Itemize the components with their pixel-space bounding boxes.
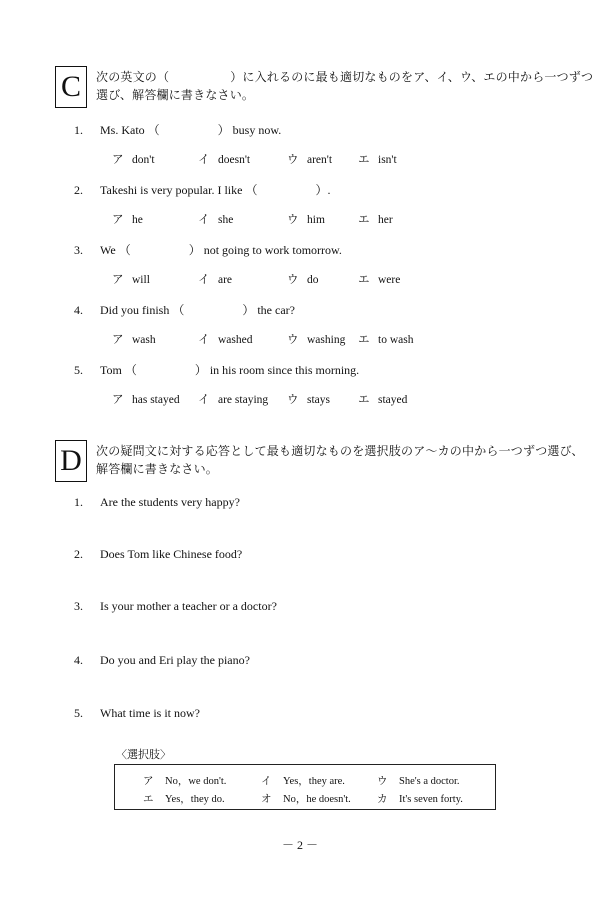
c-question-1-option-2 bbox=[198, 152, 250, 168]
c-question-2-option-4 bbox=[358, 212, 393, 228]
question-text-after: ） not going to work tomorrow. bbox=[188, 243, 342, 257]
option-kana: ウ bbox=[287, 334, 299, 346]
section-c-instruction-line1: 次の英文の（ ）に入れるのに最も適切なものをア、イ、ウ、エの中から一つずつ bbox=[96, 70, 594, 84]
question-text: Does Tom like Chinese food? bbox=[100, 547, 243, 561]
c-question-4-option-3 bbox=[287, 332, 345, 348]
c-question-1-option-3 bbox=[287, 152, 332, 168]
choice-item-6 bbox=[377, 791, 463, 806]
question-text: Do you and Eri play the piano? bbox=[100, 653, 250, 667]
option-kana: イ bbox=[198, 154, 210, 166]
option-kana: ア bbox=[112, 214, 124, 226]
c-question-3-option-1 bbox=[112, 272, 150, 288]
choice-item-1 bbox=[143, 773, 226, 788]
option-kana: ア bbox=[112, 274, 124, 286]
c-question-3-option-2 bbox=[198, 272, 232, 288]
c-question-3-option-3 bbox=[287, 272, 319, 288]
choice-kana: カ bbox=[377, 794, 388, 805]
section-c-instruction-line2: 選び、解答欄に書きなさい。 bbox=[96, 88, 255, 102]
c-question-3 bbox=[74, 242, 342, 258]
option-text: washed bbox=[218, 334, 253, 346]
option-kana: ウ bbox=[287, 214, 299, 226]
option-kana: ウ bbox=[287, 274, 299, 286]
option-text: are bbox=[218, 274, 233, 286]
c-question-5-option-1 bbox=[112, 392, 180, 408]
question-text-before: Takeshi is very popular. I like （ bbox=[100, 183, 258, 197]
question-text-after: ） the car? bbox=[242, 303, 295, 317]
option-text: aren't bbox=[307, 154, 333, 166]
option-text: to wash bbox=[378, 334, 414, 346]
option-kana: イ bbox=[198, 394, 210, 406]
option-text: isn't bbox=[378, 154, 397, 166]
d-question-2 bbox=[74, 546, 242, 562]
c-question-1 bbox=[74, 122, 281, 138]
option-text: doesn't bbox=[218, 154, 251, 166]
question-number: 3. bbox=[74, 243, 83, 257]
c-question-3-option-4 bbox=[358, 272, 400, 288]
c-question-4-option-4 bbox=[358, 332, 413, 348]
c-question-5 bbox=[74, 362, 359, 378]
d-question-3 bbox=[74, 598, 277, 614]
question-text: Are the students very happy? bbox=[100, 495, 240, 509]
choice-kana: ア bbox=[143, 776, 154, 787]
option-kana: エ bbox=[358, 394, 370, 406]
option-text: were bbox=[378, 274, 401, 286]
question-number: 1. bbox=[74, 495, 83, 509]
option-kana: ア bbox=[112, 394, 124, 406]
c-question-4-option-1 bbox=[112, 332, 156, 348]
choice-text: Yes，they are. bbox=[283, 776, 345, 787]
question-text-after: ）. bbox=[315, 183, 331, 197]
option-text: she bbox=[218, 214, 234, 226]
question-number: 5. bbox=[74, 363, 83, 377]
page-number: － 2 － bbox=[281, 838, 318, 852]
option-kana: エ bbox=[358, 274, 370, 286]
option-text: stays bbox=[307, 394, 330, 406]
question-number: 4. bbox=[74, 653, 83, 667]
choice-item-3 bbox=[377, 773, 460, 788]
option-kana: イ bbox=[198, 214, 210, 226]
c-question-4 bbox=[74, 302, 295, 318]
option-kana: エ bbox=[358, 334, 370, 346]
choice-kana: オ bbox=[261, 794, 272, 805]
section-d-instruction-line2: 解答欄に書きなさい。 bbox=[96, 462, 219, 476]
option-kana: エ bbox=[358, 214, 370, 226]
option-text: are staying bbox=[218, 394, 269, 406]
c-question-2 bbox=[74, 182, 330, 198]
c-question-5-option-2 bbox=[198, 392, 268, 408]
choice-kana: エ bbox=[143, 794, 154, 805]
d-question-5 bbox=[74, 705, 200, 721]
option-kana: ア bbox=[112, 334, 124, 346]
option-text: stayed bbox=[378, 394, 408, 406]
option-text: him bbox=[307, 214, 325, 226]
question-text-before: Did you finish （ bbox=[100, 303, 185, 317]
d-question-1 bbox=[74, 494, 240, 510]
c-question-4-option-2 bbox=[198, 332, 253, 348]
question-number: 5. bbox=[74, 706, 83, 720]
choice-item-2 bbox=[261, 773, 345, 788]
option-kana: エ bbox=[358, 154, 370, 166]
option-text: has stayed bbox=[132, 394, 180, 406]
option-kana: ウ bbox=[287, 394, 299, 406]
option-kana: ウ bbox=[287, 154, 299, 166]
option-text: washing bbox=[307, 334, 346, 346]
c-question-5-option-4 bbox=[358, 392, 407, 408]
question-text-before: We （ bbox=[100, 243, 131, 257]
question-number: 3. bbox=[74, 599, 83, 613]
question-number: 1. bbox=[74, 123, 83, 137]
option-kana: ア bbox=[112, 154, 124, 166]
choice-kana: イ bbox=[261, 776, 272, 787]
option-kana: イ bbox=[198, 334, 210, 346]
c-question-1-option-1 bbox=[112, 152, 155, 168]
choices-label: 〈選択肢〉 bbox=[116, 749, 171, 761]
option-text: will bbox=[132, 274, 150, 286]
section-d-instruction-line1: 次の疑問文に対する応答として最も適切なものを選択肢のア～カの中から一つずつ選び、 bbox=[96, 444, 584, 458]
option-text: her bbox=[378, 214, 393, 226]
choice-text: It's seven forty. bbox=[399, 794, 463, 805]
question-text: Is your mother a teacher or a doctor? bbox=[100, 599, 277, 613]
choices-box bbox=[114, 764, 496, 810]
question-number: 2. bbox=[74, 547, 83, 561]
question-number: 2. bbox=[74, 183, 83, 197]
option-text: don't bbox=[132, 154, 155, 166]
question-text-before: Tom （ bbox=[100, 363, 137, 377]
choice-text: She's a doctor. bbox=[399, 776, 460, 787]
c-question-2-option-1 bbox=[112, 212, 143, 228]
option-text: he bbox=[132, 214, 143, 226]
choice-item-4 bbox=[143, 791, 225, 806]
question-text-before: Ms. Kato （ bbox=[100, 123, 160, 137]
choice-item-5 bbox=[261, 791, 351, 806]
choice-kana: ウ bbox=[377, 776, 388, 787]
option-kana: イ bbox=[198, 274, 210, 286]
section-d-label: D bbox=[55, 440, 87, 482]
section-c-label: C bbox=[55, 66, 87, 108]
c-question-2-option-2 bbox=[198, 212, 233, 228]
d-question-4 bbox=[74, 652, 250, 668]
choice-text: No，we don't. bbox=[165, 776, 227, 787]
c-question-2-option-3 bbox=[287, 212, 325, 228]
option-text: do bbox=[307, 274, 319, 286]
question-text-after: ） in his room since this morning. bbox=[194, 363, 360, 377]
question-text-after: ） busy now. bbox=[217, 123, 282, 137]
question-number: 4. bbox=[74, 303, 83, 317]
option-text: wash bbox=[132, 334, 156, 346]
c-question-1-option-4 bbox=[358, 152, 397, 168]
choice-text: Yes，they do. bbox=[165, 794, 225, 805]
c-question-5-option-3 bbox=[287, 392, 330, 408]
choice-text: No，he doesn't. bbox=[283, 794, 351, 805]
question-text: What time is it now? bbox=[100, 706, 200, 720]
